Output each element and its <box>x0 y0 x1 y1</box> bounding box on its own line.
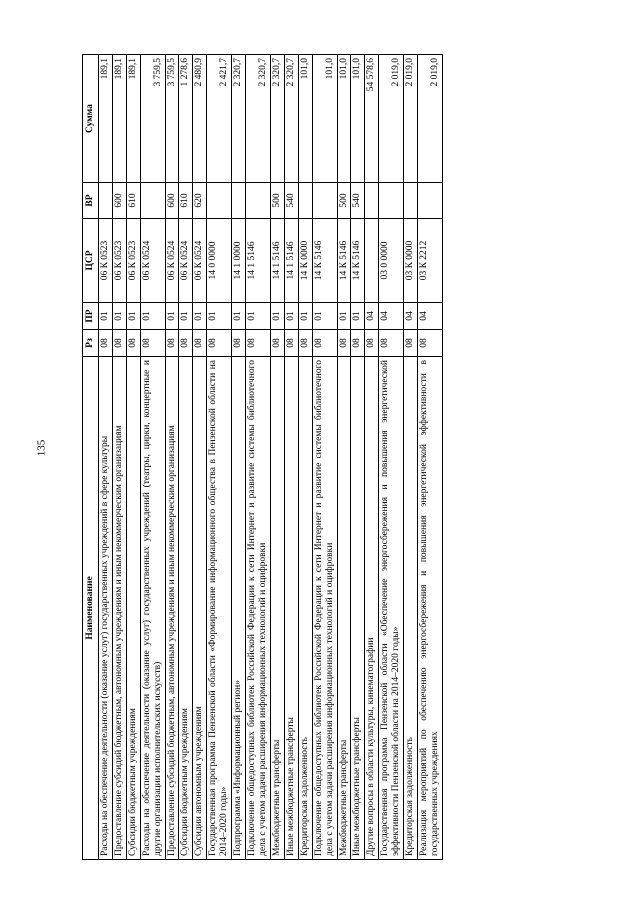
table-row <box>270 55 284 860</box>
header-csr: ЦСР <box>83 219 99 303</box>
cell-pr: 01 <box>312 303 337 330</box>
cell-csr: 06 К 0524 <box>165 219 179 303</box>
cell-csr <box>365 219 379 303</box>
cell-rz: 08 <box>207 330 232 357</box>
rotated-page-content <box>82 55 555 860</box>
header-sum: Сумма <box>83 55 99 183</box>
cell-vr: 620 <box>193 183 207 219</box>
table-row <box>312 55 337 860</box>
cell-sum: 3 759,5 <box>140 55 165 183</box>
cell-sum: 2 480,9 <box>193 55 207 183</box>
table-row <box>337 55 351 860</box>
cell-pr: 04 <box>379 303 404 330</box>
cell-rz: 08 <box>179 330 193 357</box>
cell-sum: 2 320,7 <box>270 55 284 183</box>
cell-vr: 540 <box>284 183 298 219</box>
cell-rz: 08 <box>112 330 126 357</box>
cell-pr: 01 <box>179 303 193 330</box>
cell-vr <box>246 183 271 219</box>
cell-name: Субсидии бюджетным учреждениям <box>126 357 140 860</box>
table-row <box>351 55 365 860</box>
table-row <box>365 55 379 860</box>
table-row <box>404 55 418 860</box>
table-row <box>232 55 246 860</box>
cell-sum: 2 320,7 <box>232 55 246 183</box>
cell-sum: 2 019,0 <box>418 55 443 183</box>
cell-name: Подключение общедоступных библиотек Российской Федерации к сети Интернет и развитие системы библиотечного дела с учетом задачи расширения информационных технологий и оцифровки <box>246 357 271 860</box>
cell-name: Межбюджетные трансферты <box>337 357 351 860</box>
table-row <box>207 55 232 860</box>
cell-pr: 01 <box>140 303 165 330</box>
cell-rz: 08 <box>284 330 298 357</box>
cell-pr: 01 <box>246 303 271 330</box>
table-row <box>284 55 298 860</box>
table-row <box>298 55 312 860</box>
cell-pr: 01 <box>112 303 126 330</box>
cell-sum: 101,0 <box>312 55 337 183</box>
cell-name: Расходы на обеспечение деятельности (оказание услуг) государственных учреждений в сфере культуры <box>98 357 112 860</box>
cell-vr: 500 <box>270 183 284 219</box>
cell-vr <box>207 183 232 219</box>
cell-csr: 14 К 5146 <box>351 219 365 303</box>
header-pr: ПР <box>83 303 99 330</box>
cell-rz: 08 <box>379 330 404 357</box>
page-number: 135 <box>35 439 48 457</box>
cell-name: Подключение общедоступных библиотек Российской Федерации к сети Интернет и развитие системы библиотечного дела с учетом задачи расширения информационных технологий и оцифровки <box>312 357 337 860</box>
cell-vr <box>298 183 312 219</box>
table-row <box>246 55 271 860</box>
cell-csr: 03 0 0000 <box>379 219 404 303</box>
cell-rz: 08 <box>98 330 112 357</box>
cell-sum: 189,1 <box>126 55 140 183</box>
cell-rz: 08 <box>232 330 246 357</box>
table-row <box>193 55 207 860</box>
cell-rz: 08 <box>193 330 207 357</box>
cell-sum: 2 320,7 <box>284 55 298 183</box>
cell-pr: 01 <box>193 303 207 330</box>
cell-sum: 54 578,6 <box>365 55 379 183</box>
cell-name: Государственная программа Пензенской области «Формирование информационного общества в Пензенской области на 2014–2020 годы» <box>207 357 232 860</box>
cell-vr <box>404 183 418 219</box>
cell-name: Государственная программа Пензенской области «Обеспечение энергосбережения и повышения энергетической эффективности Пензенской области на 2014–2020 годы» <box>379 357 404 860</box>
cell-name: Кредиторская задолженность <box>298 357 312 860</box>
cell-pr: 01 <box>351 303 365 330</box>
cell-name: Реализация мероприятий по обеспечению энергосбережения и повышения энергетической эффективности в государственных учреждениях <box>418 357 443 860</box>
cell-pr: 04 <box>365 303 379 330</box>
cell-csr: 06 К 0524 <box>140 219 165 303</box>
cell-rz: 08 <box>165 330 179 357</box>
cell-name: Межбюджетные трансферты <box>270 357 284 860</box>
cell-pr: 01 <box>126 303 140 330</box>
cell-csr: 14 К 0000 <box>298 219 312 303</box>
cell-csr: 06 К 0523 <box>98 219 112 303</box>
cell-pr: 04 <box>404 303 418 330</box>
cell-pr: 01 <box>207 303 232 330</box>
cell-name: Расходы на обеспечение деятельности (оказание услуг) государственных учреждений (театры, цирки, концертные и другие организации исполнительских искусств) <box>140 357 165 860</box>
table-row <box>126 55 140 860</box>
cell-vr <box>418 183 443 219</box>
cell-csr: 14 К 5146 <box>312 219 337 303</box>
cell-pr: 01 <box>337 303 351 330</box>
cell-rz: 08 <box>351 330 365 357</box>
cell-vr: 540 <box>351 183 365 219</box>
table-row <box>179 55 193 860</box>
cell-sum: 101,0 <box>351 55 365 183</box>
cell-vr <box>98 183 112 219</box>
cell-vr <box>312 183 337 219</box>
cell-rz: 08 <box>246 330 271 357</box>
cell-sum: 2 019,0 <box>379 55 404 183</box>
cell-pr: 01 <box>165 303 179 330</box>
cell-csr: 14 1 5146 <box>284 219 298 303</box>
cell-sum: 2 320,7 <box>246 55 271 183</box>
table-row <box>379 55 404 860</box>
table-row <box>418 55 443 860</box>
budget-table <box>82 54 443 860</box>
cell-sum: 101,0 <box>298 55 312 183</box>
cell-csr: 14 1 5146 <box>270 219 284 303</box>
cell-vr: 600 <box>112 183 126 219</box>
cell-rz: 08 <box>404 330 418 357</box>
table-row <box>140 55 165 860</box>
cell-sum: 189,1 <box>112 55 126 183</box>
cell-rz: 08 <box>337 330 351 357</box>
cell-pr: 04 <box>418 303 443 330</box>
cell-sum: 189,1 <box>98 55 112 183</box>
cell-rz: 08 <box>365 330 379 357</box>
cell-vr <box>232 183 246 219</box>
cell-vr: 610 <box>179 183 193 219</box>
cell-csr: 14 0 0000 <box>207 219 232 303</box>
cell-pr: 01 <box>298 303 312 330</box>
cell-csr: 06 К 0524 <box>193 219 207 303</box>
cell-name: Кредиторская задолженность <box>404 357 418 860</box>
cell-pr: 01 <box>232 303 246 330</box>
cell-csr: 03 К 0000 <box>404 219 418 303</box>
header-rz: Рз <box>83 330 99 357</box>
cell-rz: 08 <box>140 330 165 357</box>
header-name: Наименование <box>83 357 99 860</box>
cell-name: Предоставление субсидий бюджетным, автономным учреждениям и иным некоммерческим организациям <box>165 357 179 860</box>
cell-rz: 08 <box>126 330 140 357</box>
cell-name: Подпрограмма «Информационный регион» <box>232 357 246 860</box>
header-row <box>83 55 99 860</box>
cell-rz: 08 <box>418 330 443 357</box>
table-row <box>165 55 179 860</box>
cell-pr: 01 <box>284 303 298 330</box>
cell-csr: 14 1 0000 <box>232 219 246 303</box>
cell-name: Субсидии бюджетным учреждениям <box>179 357 193 860</box>
cell-vr: 610 <box>126 183 140 219</box>
cell-vr: 600 <box>165 183 179 219</box>
cell-csr: 03 К 2212 <box>418 219 443 303</box>
table-row <box>112 55 126 860</box>
table-row <box>98 55 112 860</box>
cell-csr: 06 К 0524 <box>179 219 193 303</box>
cell-name: Субсидии автономным учреждениям <box>193 357 207 860</box>
cell-name: Другие вопросы в области культуры, кинематографии <box>365 357 379 860</box>
cell-sum: 2 421,7 <box>207 55 232 183</box>
cell-pr: 01 <box>98 303 112 330</box>
cell-vr <box>365 183 379 219</box>
cell-vr <box>379 183 404 219</box>
cell-csr: 14 1 5146 <box>246 219 271 303</box>
cell-name: Иные межбюджетные трансферты <box>351 357 365 860</box>
cell-sum: 101,0 <box>337 55 351 183</box>
cell-sum: 2 019,0 <box>404 55 418 183</box>
cell-rz: 08 <box>270 330 284 357</box>
cell-pr: 01 <box>270 303 284 330</box>
cell-csr: 14 К 5146 <box>337 219 351 303</box>
cell-vr <box>140 183 165 219</box>
cell-vr: 500 <box>337 183 351 219</box>
cell-rz: 08 <box>298 330 312 357</box>
header-vr: ВР <box>83 183 99 219</box>
cell-name: Предоставление субсидий бюджетным, автономным учреждениям и иным некоммерческим организациям <box>112 357 126 860</box>
cell-name: Иные межбюджетные трансферты <box>284 357 298 860</box>
cell-sum: 3 759,5 <box>165 55 179 183</box>
cell-rz: 08 <box>312 330 337 357</box>
cell-csr: 06 К 0523 <box>126 219 140 303</box>
cell-csr: 06 К 0523 <box>112 219 126 303</box>
cell-sum: 1 278,6 <box>179 55 193 183</box>
